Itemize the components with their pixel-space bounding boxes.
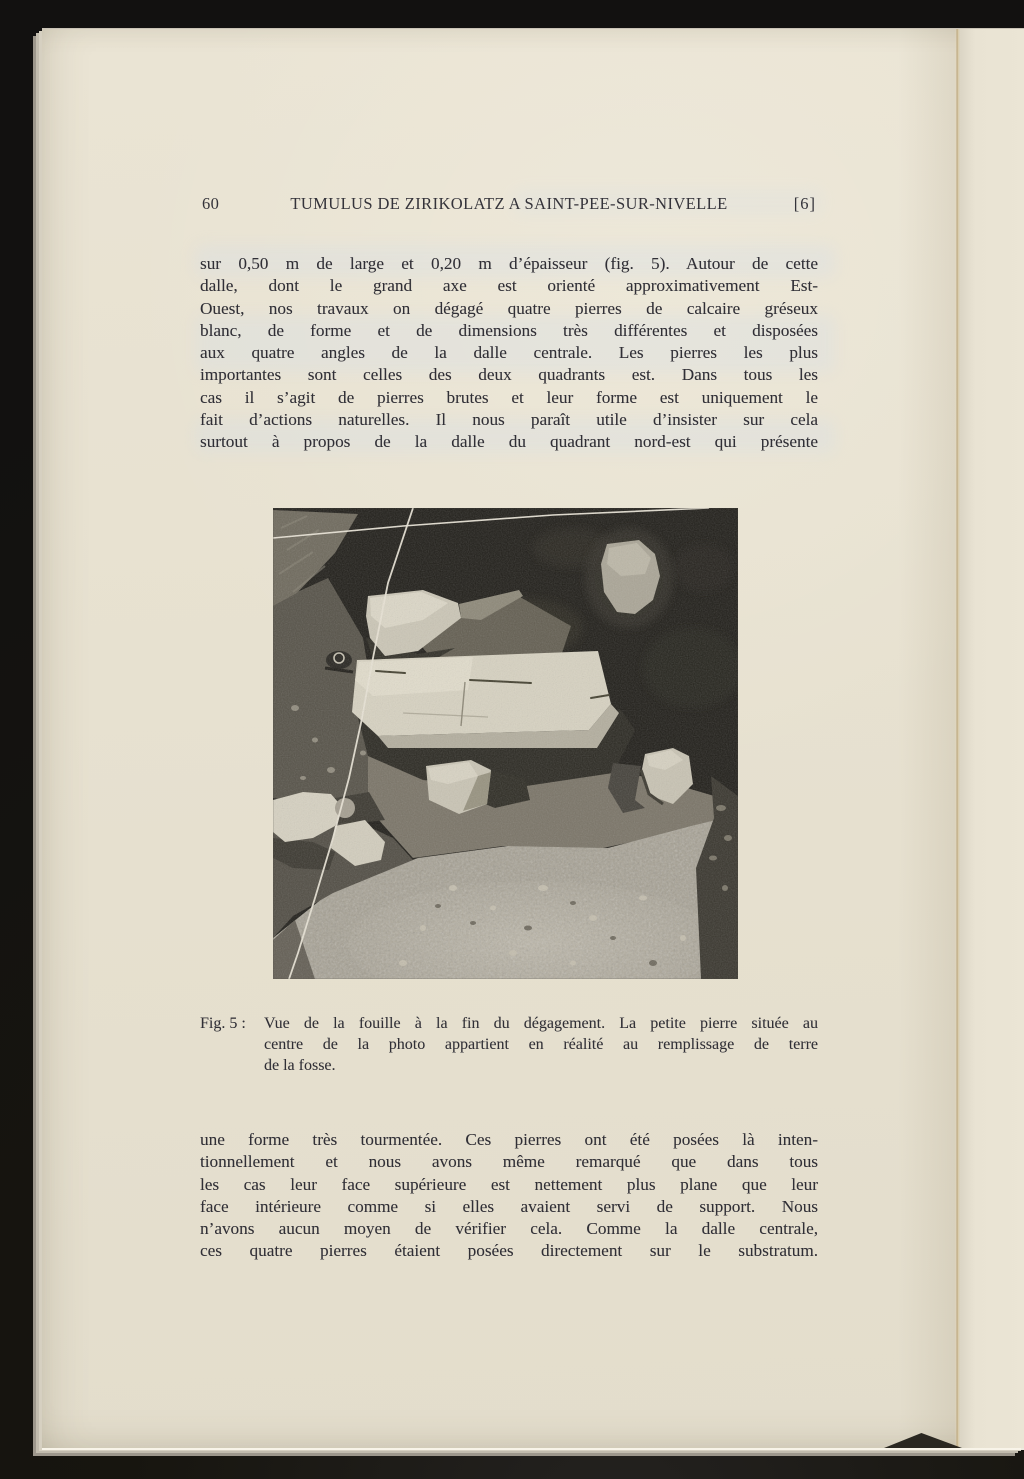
text-line: ces quatre pierres étaient posées directement sur le substratum. [200, 1241, 818, 1261]
excavation-photo [273, 508, 738, 979]
text-line: une forme très tourmentée. Ces pierres ont été posées là inten- [200, 1130, 818, 1149]
text-line: n’avons aucun moyen de vérifier cela. Comme la dalle centrale, [200, 1219, 818, 1239]
text-line: centre de la photo appartient en réalité au remplissage de terre [264, 1036, 818, 1054]
figure-caption-label: Fig. 5 : [200, 1015, 246, 1032]
text-line: blanc, de forme et de dimensions très différentes et disposées [200, 320, 818, 340]
text-line: de la fosse. [264, 1057, 336, 1075]
running-head [200, 194, 818, 218]
text-line: Vue de la fouille à la fin du dégagement. La petite pierre située au [264, 1015, 818, 1032]
text-line: les cas leur face supérieure est nettement plus plane que leur [200, 1174, 818, 1194]
figure-5 [273, 508, 738, 979]
body-paragraph-2 [200, 1129, 818, 1263]
text-line: tionnellement et nous avons même remarqué que dans tous [200, 1152, 818, 1172]
text-line: dalle, dont le grand axe est orienté approximativement Est- [200, 276, 818, 296]
text-line: aux quatre angles de la dalle centrale. Les pierres les plus [200, 343, 818, 363]
text-line: Ouest, nos travaux on dégagé quatre pierres de calcaire gréseux [200, 298, 818, 318]
page-fold-line [955, 29, 960, 1448]
text-line: importantes sont celles des deux quadrants est. Dans tous les [200, 365, 818, 385]
figure-caption-text [264, 1013, 818, 1077]
book-page [42, 28, 1024, 1448]
figure-caption [200, 1013, 818, 1077]
text-line: fait d’actions naturelles. Il nous paraît utile d’insister sur cela [200, 410, 818, 430]
page-number: 60 [202, 194, 220, 213]
running-title: TUMULUS DE ZIRIKOLATZ A SAINT-PEE-SUR-NIVELLE [290, 194, 728, 213]
text-line: sur 0,50 m de large et 0,20 m d’épaisseur (fig. 5). Autour de cette [200, 254, 818, 273]
body-paragraph-1 [200, 253, 818, 454]
page-gutter-shade [898, 29, 955, 1448]
adjacent-page-edge [958, 29, 1024, 1448]
text-line: surtout à propos de la dalle du quadrant nord-est qui présente [200, 432, 818, 452]
folio-number: [6] [793, 194, 816, 213]
text-line: face intérieure comme si elles avaient servi de support. Nous [200, 1196, 818, 1216]
text-line: cas il s’agit de pierres brutes et leur forme est uniquement le [200, 387, 818, 407]
